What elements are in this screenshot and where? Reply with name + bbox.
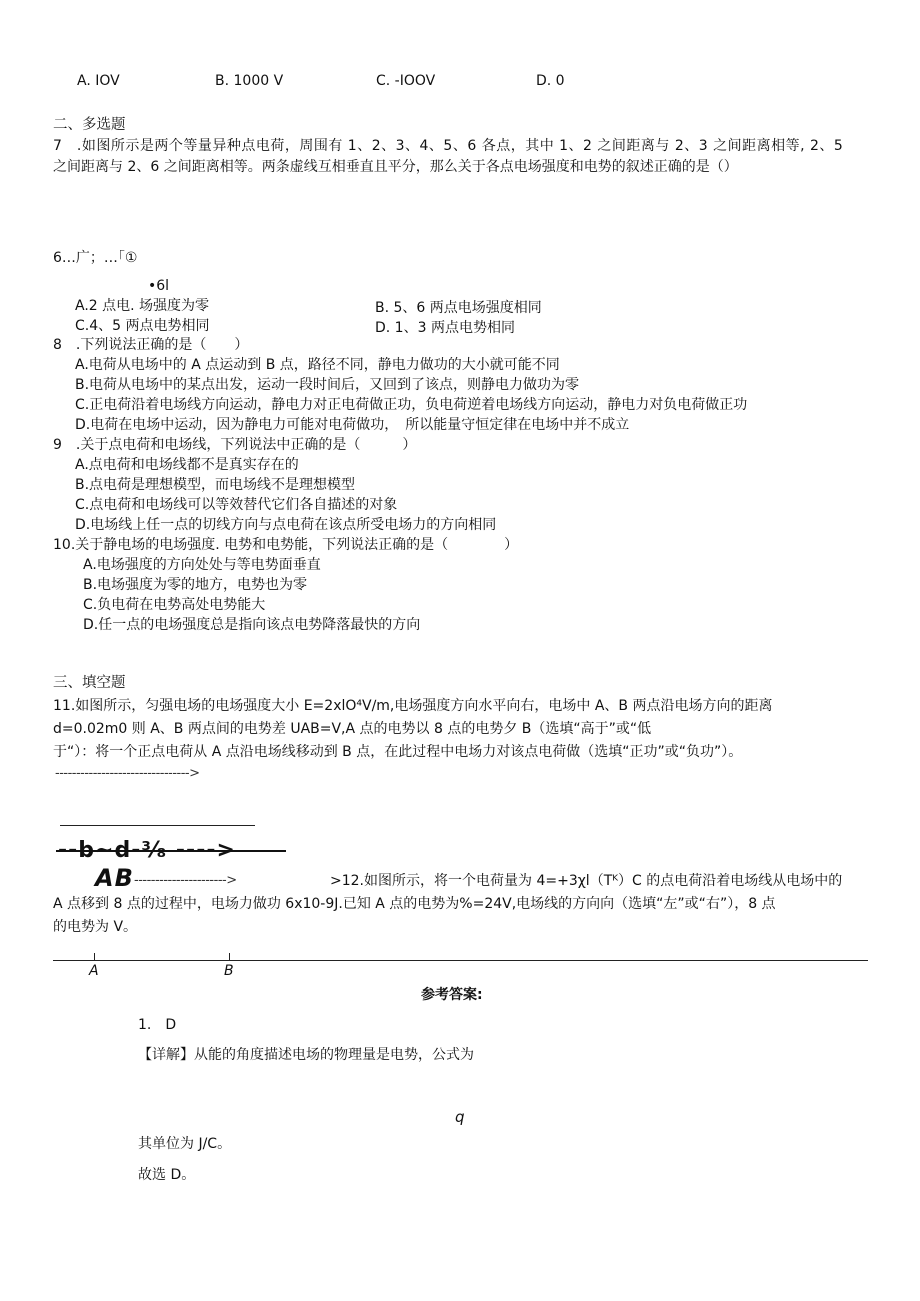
q6-option-b: B. 1000 V [215,73,284,89]
q10-option-d: D.任一点的电场强度总是指向该点电势降落最快的方向 [83,617,421,633]
q7-stem-line1: 7 .如图所示是两个等量异种点电荷，周围有 1、2、3、4、5、6 各点，其中 1、2 之间距离与 2、3 之间距离相等, 2、5 [53,138,844,154]
q7-option-a: A.2 点电. 场强度为零 [75,298,210,314]
field-line-strike [56,850,286,852]
q9-option-a: A.点电荷和电场线都不是真实存在的 [75,457,299,473]
q10-option-c: C.负电荷在电势高处电势能大 [83,597,266,613]
q12-stem-line1: >12.如图所示，将一个电荷量为 4=+3χl（Tᴷ）C 的点电荷沿着电场线从电场中的 [330,873,843,889]
figure-residue-text: 6…广；…｢① [53,250,138,266]
answers-title: 参考答案: [421,987,483,1003]
q9-stem: 9 .关于点电荷和电场线，下列说法中正确的是（ ） [53,437,417,453]
q8-option-d: D.电荷在电场中运动，因为静电力可能对电荷做功， 所以能量守恒定律在电场中并不成立 [75,417,630,433]
q8-option-c: C.正电荷沿着电场线方向运动，静电力对正电荷做正功，负电荷逆着电场线方向运动，静电力对负电荷做正功 [75,397,748,413]
answer-detail: 【详解】从能的角度描述电场的物理量是电势，公式为 [138,1047,474,1063]
formula-q-symbol: q [455,1108,465,1126]
answer-conclusion: 故选 D。 [138,1167,196,1183]
q10-option-b: B.电场强度为零的地方，电势也为零 [83,577,308,593]
q8-option-b: B.电荷从电场中的某点出发，运动一段时间后，又回到了该点，则静电力做功为零 [75,377,580,393]
q6-option-a: A. IOV [77,73,120,89]
dashed-field-line-arrow: --------------------------------> [55,766,200,781]
dashed-field-line-arrow-2: ----------------------> [134,873,237,888]
q6-option-c: C. -IOOV [376,73,436,89]
q8-option-a: A.电荷从电场中的 A 点运动到 B 点，路径不同，静电力做功的大小就可能不同 [75,357,560,373]
field-line [53,960,868,961]
q12-stem-line3: 的电势为 V。 [53,919,138,935]
figure-label-ab: AB [95,864,134,892]
q7-option-d: D. 1、3 两点电势相同 [375,320,515,336]
answer-item-1: 1. D [138,1017,177,1033]
section-heading-multiple-choice: 二、多选题 [53,117,126,133]
figure-residue-label: •6l [148,278,170,294]
q10-option-a: A.电场强度的方向处处与等电势面垂直 [83,557,321,573]
q11-stem-line3: 于“）：将一个正点电荷从 A 点沿电场线移动到 B 点，在此过程中电场力对该点电荷做（选填“正功”或“负功”）。 [53,744,743,760]
q7-option-b: B. 5、6 两点电场强度相同 [375,300,542,316]
q8-stem: 8 .下列说法正确的是（ ） [53,337,249,353]
q9-option-b: B.点电荷是理想模型，而电场线不是理想模型 [75,477,356,493]
point-b-label: B [224,963,234,979]
figure-underline [60,825,255,826]
q6-option-d: D. 0 [536,73,565,89]
q7-stem-line2: 之间距离与 2、6 之间距离相等。两条虚线互相垂直且平分，那么关于各点电场强度和电势的叙述正确的是（） [53,159,738,175]
q7-option-c: C.4、5 两点电势相同 [75,318,210,334]
section-heading-fill-in: 三、填空题 [53,675,126,691]
q10-stem: 10.关于静电场的电场强度. 电势和电势能，下列说法正确的是（ ） [53,537,519,553]
point-b-tick [229,953,230,960]
q12-stem-line2: A 点移到 8 点的过程中，电场力做功 6x10-9J.已知 A 点的电势为%=24V,电场线的方向向（选填“左”或“右”），8 点 [53,896,776,912]
q9-option-d: D.电场线上任一点的切线方向与点电荷在该点所受电场力的方向相同 [75,517,497,533]
garbled-field-line: --b~d-³⁄₈ ----> [58,838,236,863]
point-a-label: A [89,963,99,979]
answer-unit: 其单位为 J/C。 [138,1136,232,1152]
q9-option-c: C.点电荷和电场线可以等效替代它们各自描述的对象 [75,497,398,513]
q11-stem-line1: 11.如图所示，匀强电场的电场强度大小 E=2xlO⁴V∕m,电场强度方向水平向右，电场中 A、B 两点沿电场方向的距离 [53,698,773,714]
q11-stem-line2: d=0.02m0 则 A、B 两点间的电势差 UAB=V,A 点的电势以 8 点的电势夕 B（选填“高于”或“低 [53,721,652,737]
point-a-tick [94,953,95,960]
